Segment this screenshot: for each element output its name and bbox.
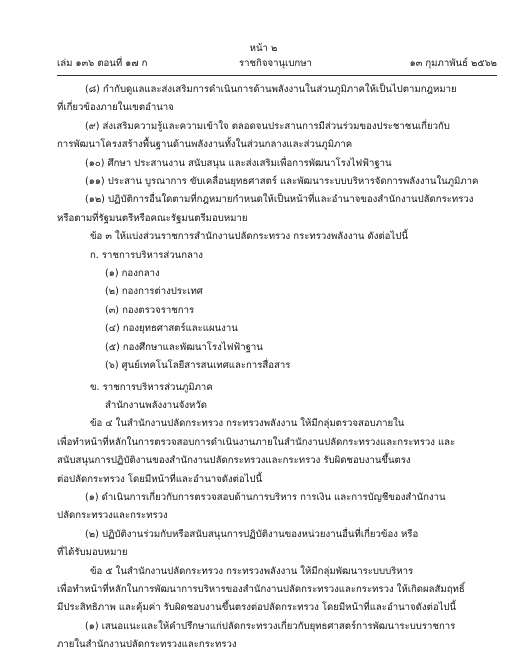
article-4-cont: เพื่อทำหน้าที่หลักในการตรวจสอบการดำเนินงานภายในสำนักงานปลัดกระทรวงและกระทรวง และ (57, 436, 456, 448)
clause-12-cont: หรือตามที่รัฐมนตรีหรือคณะรัฐมนตรีมอบหมาย (57, 212, 248, 224)
division-item: (๖) ศูนย์เทคโนโลยีสารสนเทศและการสื่อสาร (105, 360, 291, 372)
page-number: หน้า ๒ (249, 43, 278, 54)
article-5: ข้อ ๕ ในสำนักงานปลัดกระทรวง กระทรวงพลังงาน ให้มีกลุ่มพัฒนาระบบบริหาร (90, 565, 414, 577)
division-item: (๑) กองกลาง (105, 268, 160, 280)
clause-12: (๑๒) ปฏิบัติการอื่นใดตามที่กฎหมายกำหนดให้เป็นหน้าที่และอำนาจของสำนักงานปลัดกระทรวง (85, 194, 474, 206)
gazette-header (57, 55, 497, 73)
clause-8-cont: ที่เกี่ยวข้องภายในเขตอำนาจ (57, 102, 174, 114)
article-5-duty-1: (๑) เสนอแนะและให้คำปรึกษาแก่ปลัดกระทรวงเกี่ยวกับยุทธศาสตร์การพัฒนาระบบราชการ (85, 620, 456, 632)
article-4-duty-1-cont: ปลัดกระทรวงและกระทรวง (57, 510, 168, 522)
division-item: (๕) กองศึกษาและพัฒนาโรงไฟฟ้าฐาน (105, 341, 263, 353)
division-item: (๔) กองยุทธศาสตร์และแผนงาน (105, 323, 238, 335)
header-rule (57, 75, 497, 76)
regional-office: สำนักงานพลังงานจังหวัด (105, 399, 208, 411)
volume-info: เล่ม ๑๓๖ ตอนที่ ๑๗ ก (57, 58, 148, 69)
publication-date: ๑๓ กุมภาพันธ์ ๒๕๖๒ (409, 58, 497, 69)
section-central: ก. ราชการบริหารส่วนกลาง (90, 249, 203, 261)
clause-9-cont: การพัฒนาโครงสร้างพื้นฐานด้านพลังงานทั้งในส่วนกลางและส่วนภูมิภาค (57, 139, 353, 151)
article-5-cont: มีประสิทธิภาพ และคุ้มค่า รับผิดชอบงานขึ้นตรงต่อปลัดกระทรวง โดยมีหน้าที่และอำนาจดังต่อไปนี้ (57, 602, 457, 614)
section-regional: ข. ราชการบริหารส่วนภูมิภาค (90, 381, 213, 393)
document-body (57, 81, 502, 655)
clause-9: (๙) ส่งเสริมความรู้และความเข้าใจ ตลอดจนประสานการมีส่วนร่วมของประชาชนเกี่ยวกับ (85, 120, 450, 132)
clause-11: (๑๑) ประสาน บูรณาการ ขับเคลื่อนยุทธศาสตร์ และพัฒนาระบบบริหารจัดการพลังงานในภูมิภาค (85, 176, 479, 188)
publication-name: ราชกิจจานุเบกษา (239, 58, 312, 69)
article-4-duty-1: (๑) ดำเนินการเกี่ยวกับการตรวจสอบด้านการบริหาร การเงิน และการบัญชีของสำนักงาน (85, 491, 446, 503)
division-item: (๓) กองตรวจราชการ (105, 304, 195, 316)
article-4-duty-2-cont: ที่ได้รับมอบหมาย (57, 547, 128, 559)
clause-10: (๑๐) ศึกษา ประสานงาน สนับสนุน และส่งเสริมเพื่อการพัฒนาโรงไฟฟ้าฐาน (85, 157, 392, 169)
article-4-cont: ต่อปลัดกระทรวง โดยมีหน้าที่และอำนาจดังต่อไปนี้ (57, 473, 263, 485)
article-4-cont: สนับสนุนการปฏิบัติงานของสำนักงานปลัดกระทรวงและกระทรวง รับผิดชอบงานขึ้นตรง (57, 455, 411, 467)
article-5-cont: เพื่อทำหน้าที่หลักในการพัฒนาการบริหารของสำนักงานปลัดกระทรวงและกระทรวง ให้เกิดผลสัมฤทธิ์ (57, 583, 465, 595)
article-5-duty-1-cont: ภายในสำนักงานปลัดกระทรวงและกระทรวง (57, 639, 237, 651)
article-4: ข้อ ๔ ในสำนักงานปลัดกระทรวง กระทรวงพลังงาน ให้มีกลุ่มตรวจสอบภายใน (90, 418, 405, 430)
clause-8: (๘) กำกับดูแลและส่งเสริมการดำเนินการด้านพลังงานในส่วนภูมิภาคให้เป็นไปตามกฎหมาย (85, 84, 457, 95)
article-3: ข้อ ๓ ให้แบ่งส่วนราชการสำนักงานปลัดกระทรวง กระทรวงพลังงาน ดังต่อไปนี้ (90, 231, 408, 243)
division-item: (๒) กองการต่างประเทศ (105, 286, 203, 298)
article-4-duty-2: (๒) ปฏิบัติงานร่วมกับหรือสนับสนุนการปฏิบัติงานของหน่วยงานอื่นที่เกี่ยวข้อง หรือ (85, 528, 419, 540)
